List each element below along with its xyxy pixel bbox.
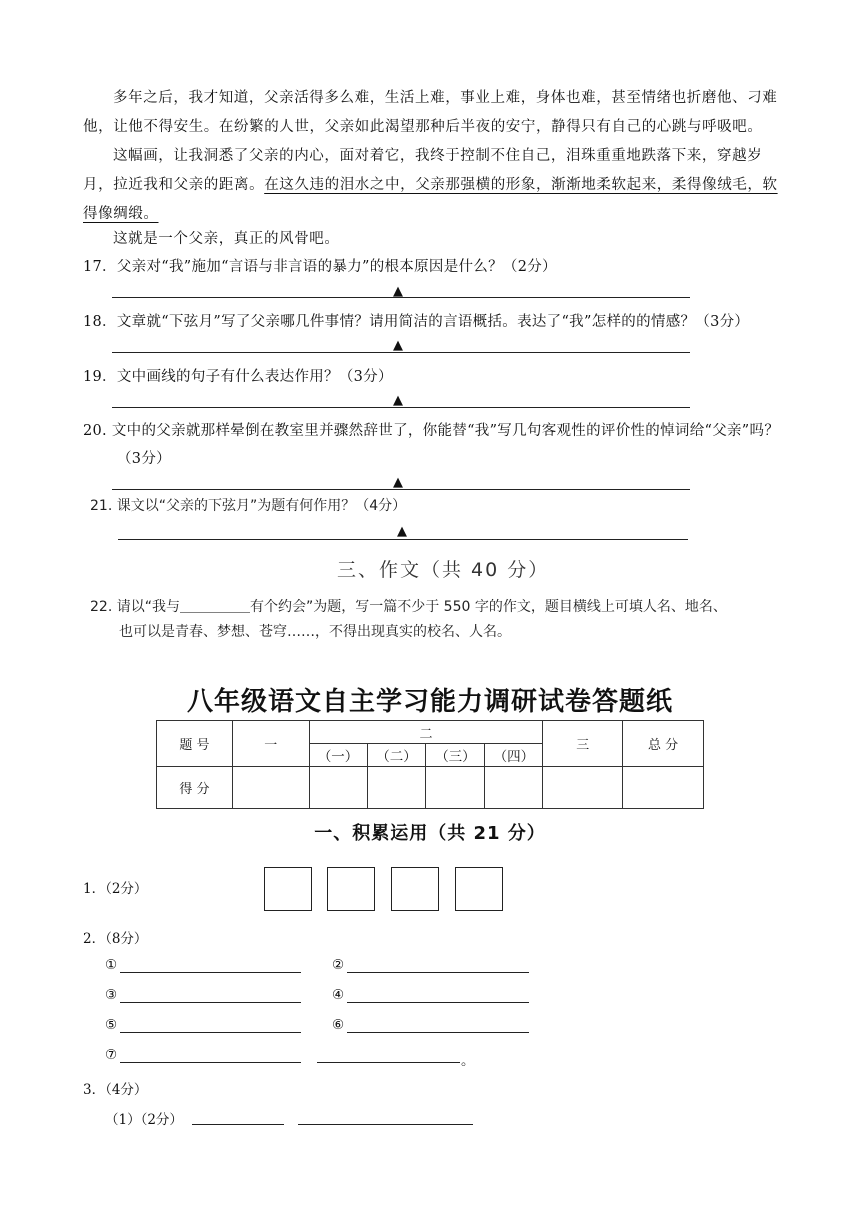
answer-box-3[interactable] bbox=[391, 867, 439, 911]
header-part-3: 三 bbox=[543, 721, 623, 767]
answer-line-2-7a[interactable] bbox=[120, 1062, 301, 1063]
answer-line-2-7b[interactable] bbox=[317, 1062, 460, 1063]
circle-number-7: ⑦ bbox=[105, 1047, 118, 1063]
question-19: 19．文中画线的句子有什么表达作用？（3分） bbox=[83, 369, 393, 385]
answer-line-2-4[interactable] bbox=[347, 1002, 529, 1003]
answer-box-4[interactable] bbox=[455, 867, 503, 911]
question-22-line-1: 22. 请以“我与＿＿＿＿＿有个约会”为题，写一篇不少于 550 字的作文，题目横线上可填人名、地名、 bbox=[90, 599, 727, 615]
answer-marker: ▲ bbox=[393, 475, 403, 490]
answer-line-2-3[interactable] bbox=[120, 1002, 301, 1003]
question-22-line-2: 也可以是青春、梦想、苍穹……，不得出现真实的校名、人名。 bbox=[119, 624, 511, 640]
question-21: 21. 课文以“父亲的下弦月”为题有何作用？（4分） bbox=[90, 498, 407, 514]
question-17: 17．父亲对“我”施加“言语与非言语的暴力”的根本原因是什么？（2分） bbox=[83, 259, 557, 275]
question-20-points: （3分） bbox=[117, 451, 171, 467]
header-total: 总 分 bbox=[623, 721, 704, 767]
circle-number-2: ② bbox=[332, 957, 345, 973]
score-cell-1[interactable] bbox=[232, 767, 309, 809]
answer-line-18[interactable] bbox=[112, 352, 690, 353]
answer-marker: ▲ bbox=[393, 393, 403, 408]
header-sub-4: （四） bbox=[485, 744, 543, 767]
answer-q1-label: 1．（2分） bbox=[83, 881, 148, 897]
answer-box-2[interactable] bbox=[327, 867, 375, 911]
score-cell-2-1[interactable] bbox=[309, 767, 367, 809]
circle-number-4: ④ bbox=[332, 987, 345, 1003]
question-20: 20. 文中的父亲就那样晕倒在教室里并骤然辞世了，你能替“我”写几句客观性的评价性的悼词给“父亲”吗？ bbox=[83, 423, 780, 439]
period-mark: 。 bbox=[461, 1053, 475, 1069]
circle-number-1: ① bbox=[105, 957, 118, 973]
answer-marker: ▲ bbox=[393, 284, 403, 299]
passage-paragraph-3: 这就是一个父亲，真正的风骨吧。 bbox=[113, 231, 340, 247]
header-sub-2: （二） bbox=[367, 744, 426, 767]
answer-line-19[interactable] bbox=[112, 407, 690, 408]
answer-line-2-2[interactable] bbox=[347, 972, 529, 973]
score-cell-total[interactable] bbox=[623, 767, 704, 809]
answer-line-2-5[interactable] bbox=[120, 1032, 301, 1033]
row-score-label: 得 分 bbox=[157, 767, 233, 809]
answer-box-1[interactable] bbox=[264, 867, 312, 911]
circle-number-5: ⑤ bbox=[105, 1017, 118, 1033]
answer-line-21[interactable] bbox=[118, 539, 688, 540]
score-table bbox=[156, 720, 704, 809]
answer-marker: ▲ bbox=[393, 338, 403, 353]
score-cell-3[interactable] bbox=[543, 767, 623, 809]
passage-paragraph-1: 多年之后，我才知道，父亲活得多么难，生活上难，事业上难，身体也难，甚至情绪也折磨他、刁难他，让他不得安生。在纷繁的人世，父亲如此渴望那种后半夜的安宁，静得只有自己的心跳与呼吸吧。 bbox=[83, 90, 778, 135]
header-part-2: 二 bbox=[309, 721, 543, 744]
answer-sheet-title: 八年级语文自主学习能力调研试卷答题纸 bbox=[186, 687, 673, 717]
underlined-sentence: 在这久违的泪水之中，父亲那强横的形象，渐渐地柔软起来，柔得像绒毛，软得像绸缎。 bbox=[83, 177, 778, 222]
answer-q3-label: 3．（4分） bbox=[83, 1082, 148, 1098]
answer-line-2-6[interactable] bbox=[347, 1032, 529, 1033]
section-1-title: 一、积累运用（共 21 分） bbox=[314, 823, 546, 844]
answer-line-3-1a[interactable] bbox=[192, 1124, 284, 1125]
answer-line-20[interactable] bbox=[112, 489, 690, 490]
score-cell-2-3[interactable] bbox=[426, 767, 485, 809]
header-part-1: 一 bbox=[232, 721, 309, 767]
header-question-number: 题 号 bbox=[157, 721, 233, 767]
answer-q3-1-label: （1）（2分） bbox=[105, 1112, 183, 1128]
score-cell-2-2[interactable] bbox=[367, 767, 426, 809]
answer-line-17[interactable] bbox=[112, 297, 690, 298]
answer-marker: ▲ bbox=[397, 524, 407, 539]
answer-q2-label: 2．（8分） bbox=[83, 931, 148, 947]
header-sub-1: （一） bbox=[309, 744, 367, 767]
passage-paragraph-2-text: 这幅画，让我洞悉了父亲的内心，面对着它，我终于控制不住自己，泪珠重重地跌落下来，穿越岁月，拉近我和父亲的距离。 bbox=[83, 148, 763, 193]
section-3-title: 三、作文（共 40 分） bbox=[337, 559, 550, 581]
passage-paragraph-2 bbox=[83, 142, 783, 229]
circle-number-6: ⑥ bbox=[332, 1017, 345, 1033]
score-cell-2-4[interactable] bbox=[485, 767, 543, 809]
answer-line-3-1b[interactable] bbox=[298, 1124, 473, 1125]
answer-line-2-1[interactable] bbox=[120, 972, 301, 973]
question-18: 18．文章就“下弦月”写了父亲哪几件事情？请用简洁的言语概括。表达了“我”怎样的的情感？（3分） bbox=[83, 314, 750, 330]
circle-number-3: ③ bbox=[105, 987, 118, 1003]
header-sub-3: （三） bbox=[426, 744, 485, 767]
